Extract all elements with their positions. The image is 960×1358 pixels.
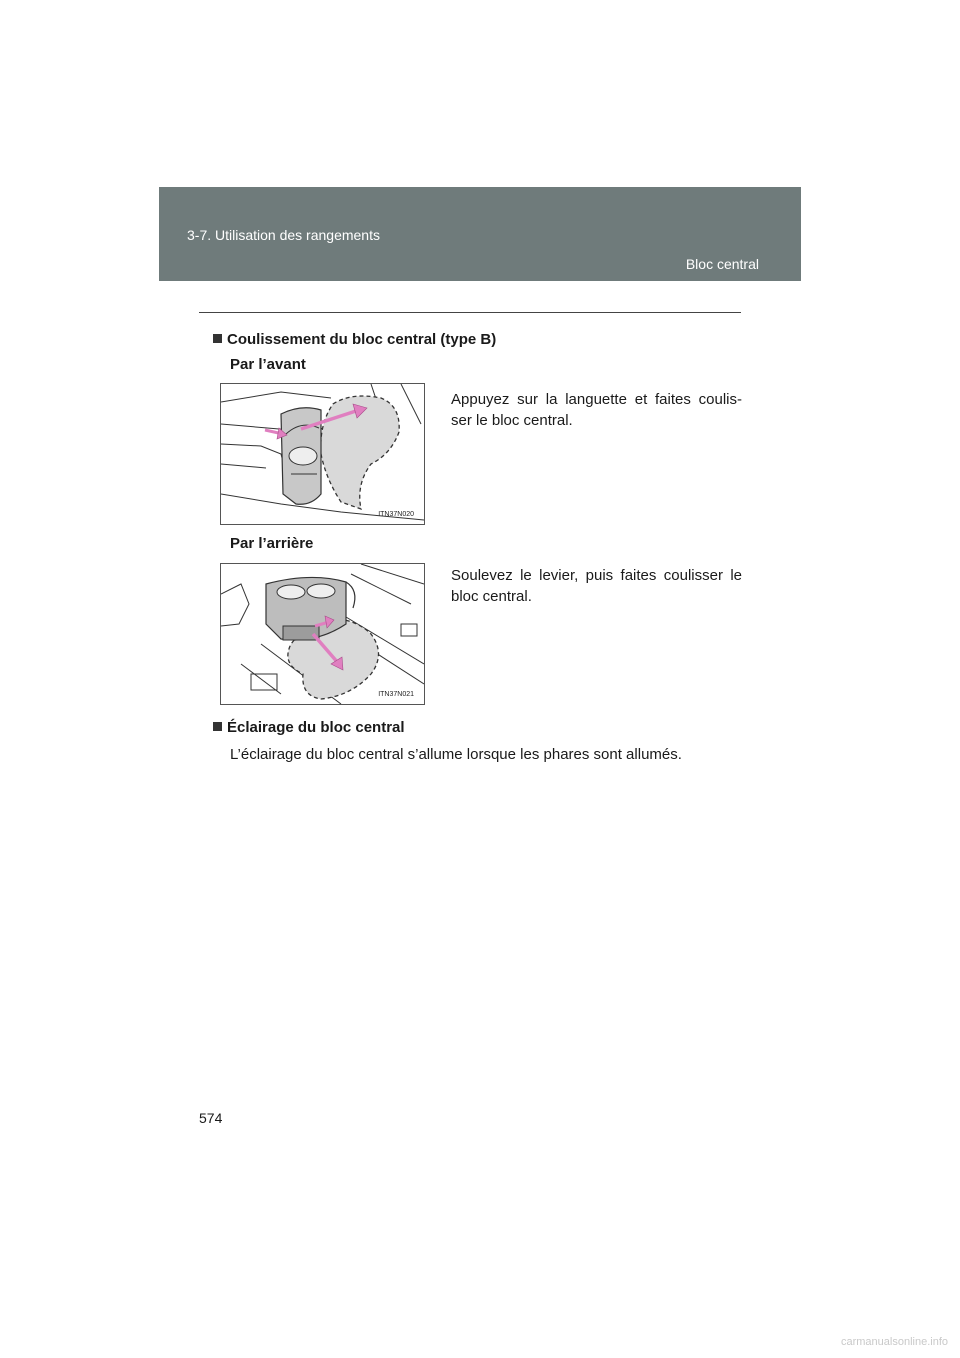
figure-front-slide [220,383,425,525]
text-lighting: L’éclairage du bloc central s’allume lorsque les phares sont allumés. [230,746,682,763]
heading-sliding-text: Coulissement du bloc central (type B) [227,331,497,348]
text-rear: Soulevez le levier, puis faites coulisser le bloc central. [451,567,742,605]
section-title: Bloc central [685,256,759,272]
figure-code-front: ITN37N020 [378,511,414,518]
heading-lighting-text: Éclairage du bloc central [227,719,405,736]
figure-code-rear: ITN37N021 [378,691,414,698]
heading-lighting [213,719,405,736]
console-front-illustration [221,384,424,524]
label-rear: Par l’arrière [230,535,314,552]
console-rear-illustration [221,564,424,704]
page-header [159,187,801,281]
figure-rear-slide [220,563,425,705]
section-divider [199,312,741,313]
page-number: 574 [199,1110,223,1126]
watermark: carmanualsonline.info [840,1336,948,1348]
chapter-title: 3-7. Utilisation des rangements [187,227,380,243]
heading-sliding [213,331,496,348]
label-front: Par l’avant [230,356,306,373]
square-bullet-icon [213,334,222,343]
text-front: Appuyez sur la languette et faites coulis- ser le bloc central. [451,391,742,429]
square-bullet-icon [213,722,222,731]
